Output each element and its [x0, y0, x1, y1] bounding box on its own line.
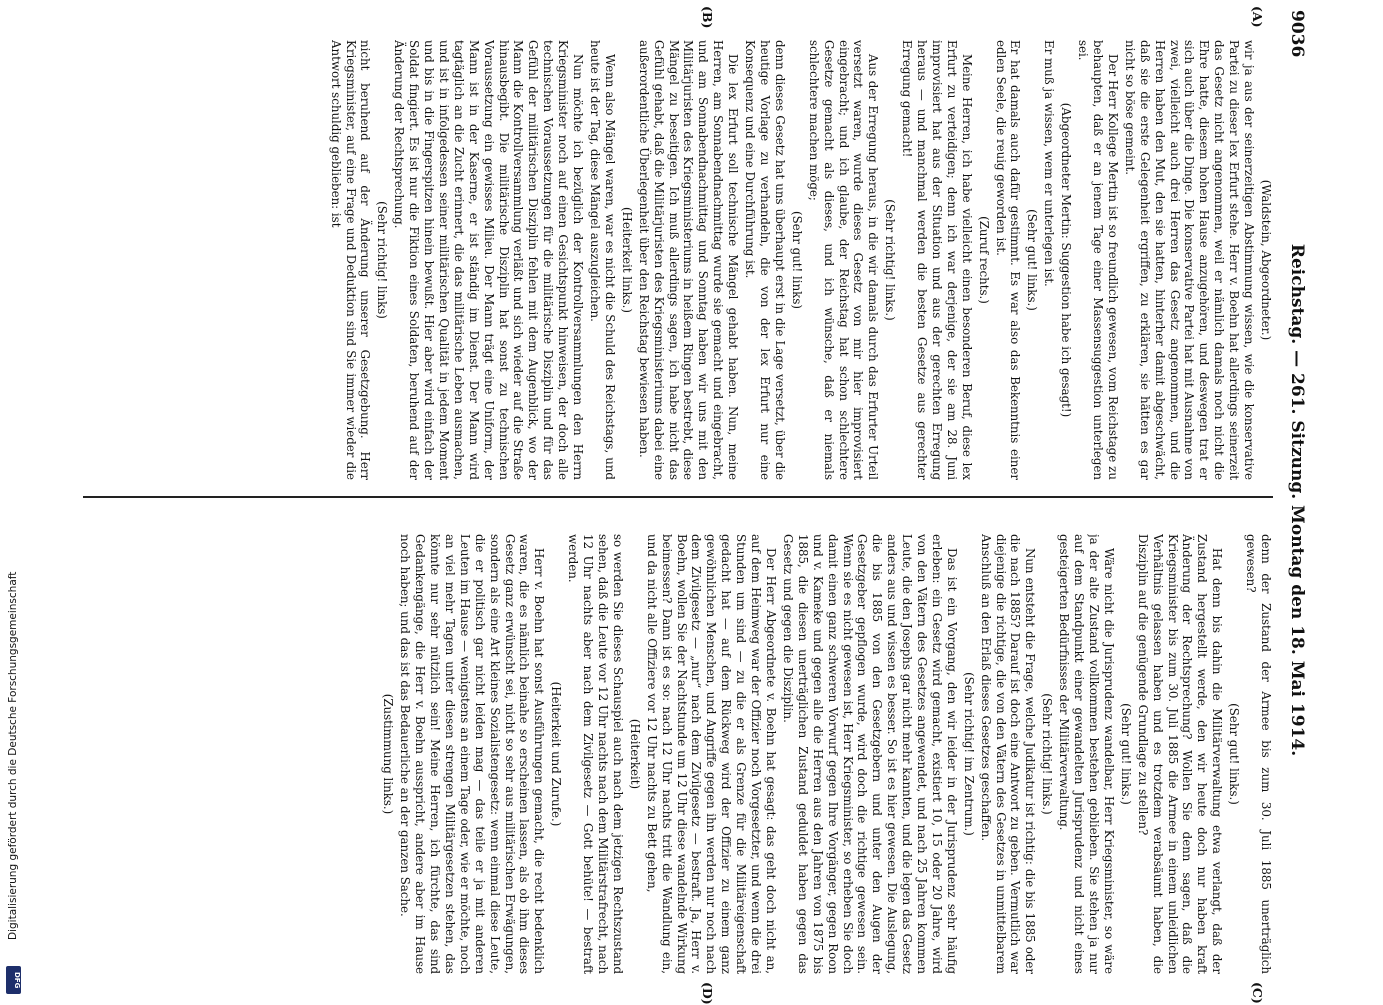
page-title: Reichstag. — 261. Sitzung. Montag den 18. Mai 1914.: [1287, 243, 1307, 757]
paragraph: (Sehr gut! links.): [1118, 703, 1133, 805]
paragraph: (Waldstein, Abgeordneter.): [1259, 179, 1273, 341]
paragraph: Wäre nicht die Jurisprudenz wandelbar, Herr Kriegsminister, so wäre ja der alte Zustand vollkommen bestehen geblieben. Sie stehen ja nur auf dem Standpunkt einer gewandelten Jurisprudenz und nicht eines gesteigerten Bedürfnisses der Militärverwaltung.: [1057, 534, 1116, 974]
paragraph: (Sehr richtig! im Zentrum.): [961, 672, 976, 836]
paragraph: denn dieses Gesetz hat uns überhaupt erst in die Lage versetzt, über die heutige Vorlage zu verhandeln, die von der lex Erfurt nur eine Konsequenz und eine Durchführung ist.: [743, 40, 787, 480]
paragraph: so werden Sie dieses Schauspiel auch nach dem jetzigen Rechtszustand sehen, daß die Leute vor 12 Uhr nachts nach dem Militärstrafrecht, nach 12 Uhr nachts aber nach dem Zivilgesetz — Gott behüte! — bestraft werden.: [566, 534, 625, 974]
paragraph: (Zustimmung links.): [381, 693, 396, 815]
dfg-logo-icon: DFG: [6, 966, 21, 994]
paragraph: Herr v. Boehn hat sonst Ausführungen gemacht, die recht bedenklich waren, die es nämlich beinahe so erscheinen lassen, als ob ihm dieses Gesetz ganz erwünscht sei, nicht so sehr aus militärischen Erwägungen, sondern als eine Art kleines Sozialistengesetz: wenn einmal diese Leute, die er politisch gar nicht leiden mag — das teile er ja mit anderen Leuten im Hause — wenigstens an einem Tage oder, wie er möchte, noch an viel mehr Tagen unter diesen strengen Militärgesetzen stehen, das könnte nur sehr nützlich sein! Meine Herren, ich fürchte, das sind Gedankengänge, die Herr v. Boehn ausspricht, andere aber im Hause noch haben; und das ist das Bedauerliche an der ganzen Sache.: [398, 534, 547, 974]
paragraph: Wenn also Mängel waren, war es nicht die Schuld des Reichstags, und heute ist der Tag, diese Mängel auszugleichen.: [588, 40, 617, 480]
paragraph: Er muß ja wissen, wem er unterlegen ist.: [1042, 40, 1057, 287]
digitization-note: Digitalisierung gefördert durch die Deutsche Forschungsgemeinschaft: [7, 571, 19, 940]
margin-marker-b: (B): [700, 6, 715, 29]
paragraph: (Sehr richtig! links): [375, 201, 390, 319]
right-text-column: [63, 534, 1273, 974]
margin-marker-d: (D): [700, 982, 715, 1005]
paragraph: Meine Herren, ich habe vielleicht einen besonderen Beruf, diese lex Erfurt zu verteidigen; denn ich war derjenige, der sie am 28. Juni improvisiert hat aus der Situation und aus der gerechten Erregung heraus — und manchmal werden die besten Gesetze aus gerechter Erregung gemacht!: [900, 40, 974, 480]
paragraph: (Sehr gut! links.): [1025, 209, 1040, 311]
paragraph: Nun möchte ich bezüglich der Kontrollversammlungen den Herrn Kriegsminister noch auf einen Gesichtspunkt hinweisen, der doch alle technischen Voraussetzungen für die militärische Disziplin und für das Gefühl der militärischen Disziplin fehlen mit dem Augenblick, wo der Mann die Kontrollversammlung verläßt und sich wieder auf die Straße hinausbegibt. Die militärische Disziplin hat sonst zu technischen Voraussetzung ein gewisses Milieu. Der Mann trägt eine Uniform, der Mann ist in der Kaserne, er ist ständig im Dienst. Der Mann wird tagtäglich an die Zucht erinnert, die das militärische Leben ausmachen, und ist in infolgedessen seiner militärischen Qualität in jedem Moment und bis in die Fingerspitzen hinein bewußt. Hier aber wird einfach der Soldat fingiert. Es ist nur die Fiktion eines Soldaten, beruhend auf der Änderung der Rechtsprechung.: [392, 40, 586, 480]
paragraph: Nun entsteht die Frage, welche Judikatur ist richtig: die bis 1885 oder die nach 1885? Darauf ist doch eine Antwort zu geben. Vermutlich war diejenige die richtige, die von den Vätern des Gesetzes in unmittelbarem Anschluß an den Erlaß dieses Gesetzes geschaffen.: [978, 534, 1038, 974]
paragraph: (Heiterkeit): [627, 718, 642, 790]
paragraph: Der Herr Kollege Mertin ist so freundlich gewesen, vom Reichstage zu behaupten, daß er an jenem Tage einer Massensuggestion unterlegen sei.: [1076, 40, 1120, 480]
paragraph: (Heiterkeit links.): [619, 206, 634, 314]
paragraph: nicht beruhend auf der Änderung unserer Gesetzgebung. Herr Kriegsminister, auf eine Frage und Deduktion sind Sie immer wieder die Antwort schuldig geblieben: ist: [328, 40, 373, 480]
column-divider: [83, 496, 1273, 498]
paragraph: Hat denn bis dahin die Militärverwaltung etwa verlangt, daß der Zustand hergestellt werde, den wir heute doch nur haben kraft Änderung der Rechtsprechung? Wollen Sie denn sagen, daß die Kriegsminister bis zum 30. Juli 1885 die Armee in einem unleidlichen Verhältnis gelassen haben und es trotzdem verabsäumt haben, die Disziplin auf die genügende Grundlage zu stellen?: [1135, 534, 1225, 974]
paragraph: denn der Zustand der Armee bis zum 30. Juli 1885 unerträglich gewesen?: [1244, 534, 1273, 974]
margin-marker-c: (C): [1250, 982, 1265, 1004]
paragraph: (Sehr gut! links.): [1227, 703, 1242, 805]
paragraph: Der Herr Abgeordnete v. Boehn hat gesagt: das geht doch nicht an, auf dem Heimweg war der Offizier noch Vorgesetzter, und wenn die drei Stunden um sind — zu die er als Grenze für die Militäreigenschaft gedacht hat — auf dem Rückweg wird der Offizier zu einem ganz gewöhnlichen Menschen, und Angriffe gegen ihn werden nur noch nach dem Zivilgesetz — „nur“ nach dem Zivilgesetz — bestraft. Ja, Herr v. Boehn, wollen Sie der Nachtstunde um 12 Uhr diese wandelnde Wirkung beimessen? Dann ist es so: nach 12 Uhr nachts tritt die Wandlung ein, und da nicht alle Offiziere vor 12 Uhr nachts zu Bett gehen,: [644, 534, 778, 974]
paragraph: Er hat damals auch dafür gestimmt. Es war also das Bekenntnis einer edlen Seele, die reuig geworden ist.: [993, 40, 1023, 480]
paragraph: (Sehr richtig! links.): [883, 199, 898, 321]
digitization-sidebar: [4, 4, 22, 996]
paragraph: (Heiterkeit und Zurufe.): [549, 681, 564, 827]
paragraph: (Sehr gut! links): [789, 211, 804, 309]
paragraph: (Abgeordneter Mertin: Suggestion habe ich gesagt!): [1059, 102, 1074, 418]
paragraph: wir ja aus der seinerzeitigen Abstimmung wissen, wie die konservative Partei zu dieser lex Erfurt stehe. Herr v. Boehn hat allerdings seinerzeit das Gesetz nicht angenommen, weil er nämlich damals noch nicht die Ehre hatte, diesem hohen Hause anzugehören, und deswegen trat er sich auch über die Dinge. Die konservative Partei hat mit Ausnahme von zwei, vielleicht auch drei Herren das Gesetz angenommen, und die Herren haben den Mut, den sie hatten, hinterher damit abgeschwächt, daß sie die erste Gelegenheit ergriffen, zu erklären, sie hätten es gar nicht so böse gemeint.: [1122, 40, 1257, 480]
paragraph: Das ist ein Vorgang, den wir leider in der Jurisprudenz sehr häufig erleben: ein Gesetz wird gemacht, existiert 10, 15 oder 20 Jahre, wird von den Vätern des Gesetzes angewendet, und nach 25 Jahren kommen Leute, die den Josephs gar nicht mehr kannten, und die legen das Gesetz anders aus und wissen es besser. So ist es hier gewesen. Die Auslegung, die bis 1885 von den Gesetzgebern und unter den Augen der Gesetzgeber gepflogen wurde, wird doch die richtige gewesen sein. Wenn sie es nicht gewesen ist, Herr Kriegsminister, so erheben Sie doch damit einen ganz schweren Vorwurf gegen Ihre Vorgänger, gegen Roon und v. Kameke und gegen alle die Herren aus den Jahren von 1875 bis 1885, die diesen unerträglichen Zustand geduldet haben gegen das Gesetz und gegen die Disziplin.: [780, 534, 959, 974]
page-number: 9036: [1287, 10, 1307, 58]
paragraph: (Zuruf rechts.): [976, 216, 991, 304]
paragraph: (Sehr richtig! links.): [1040, 693, 1055, 815]
paragraph: Die lex Erfurt soll technische Mängel gehabt haben. Nun, meine Herren, am Sonnabendnachmittag wurde sie gemacht und eingebracht, und am Sonnabendnachmittag und Sonntag haben wir uns mit den Militärjuristen des Kriegsministeriums in heißem Ringen bestrebt, diese Mängel zu beseitigen. Ich muß allerdings sagen, ich habe nicht das Gefühl gehabt, daß die Militärjuristen des Kriegsministeriums dabei eine außerordentliche Überlegenheit über den Reichstag bewiesen haben.: [636, 40, 741, 480]
paragraph: Aus der Erregung heraus, in die wir damals durch das Erfurter Urteil versetzt waren, wurde dieses Gesetz von mir hier improvisiert eingebracht; und ich glaube, der Reichstag hat schon schlechtere Gesetze gemacht als dieses, und ich wünsche, daß er niemals schlechtere machen möge;: [806, 40, 881, 480]
left-text-column: [63, 40, 1273, 480]
page-header: [1281, 0, 1315, 1000]
rotated-document-page: [55, 0, 1325, 1005]
margin-marker-a: (A): [1250, 6, 1265, 28]
